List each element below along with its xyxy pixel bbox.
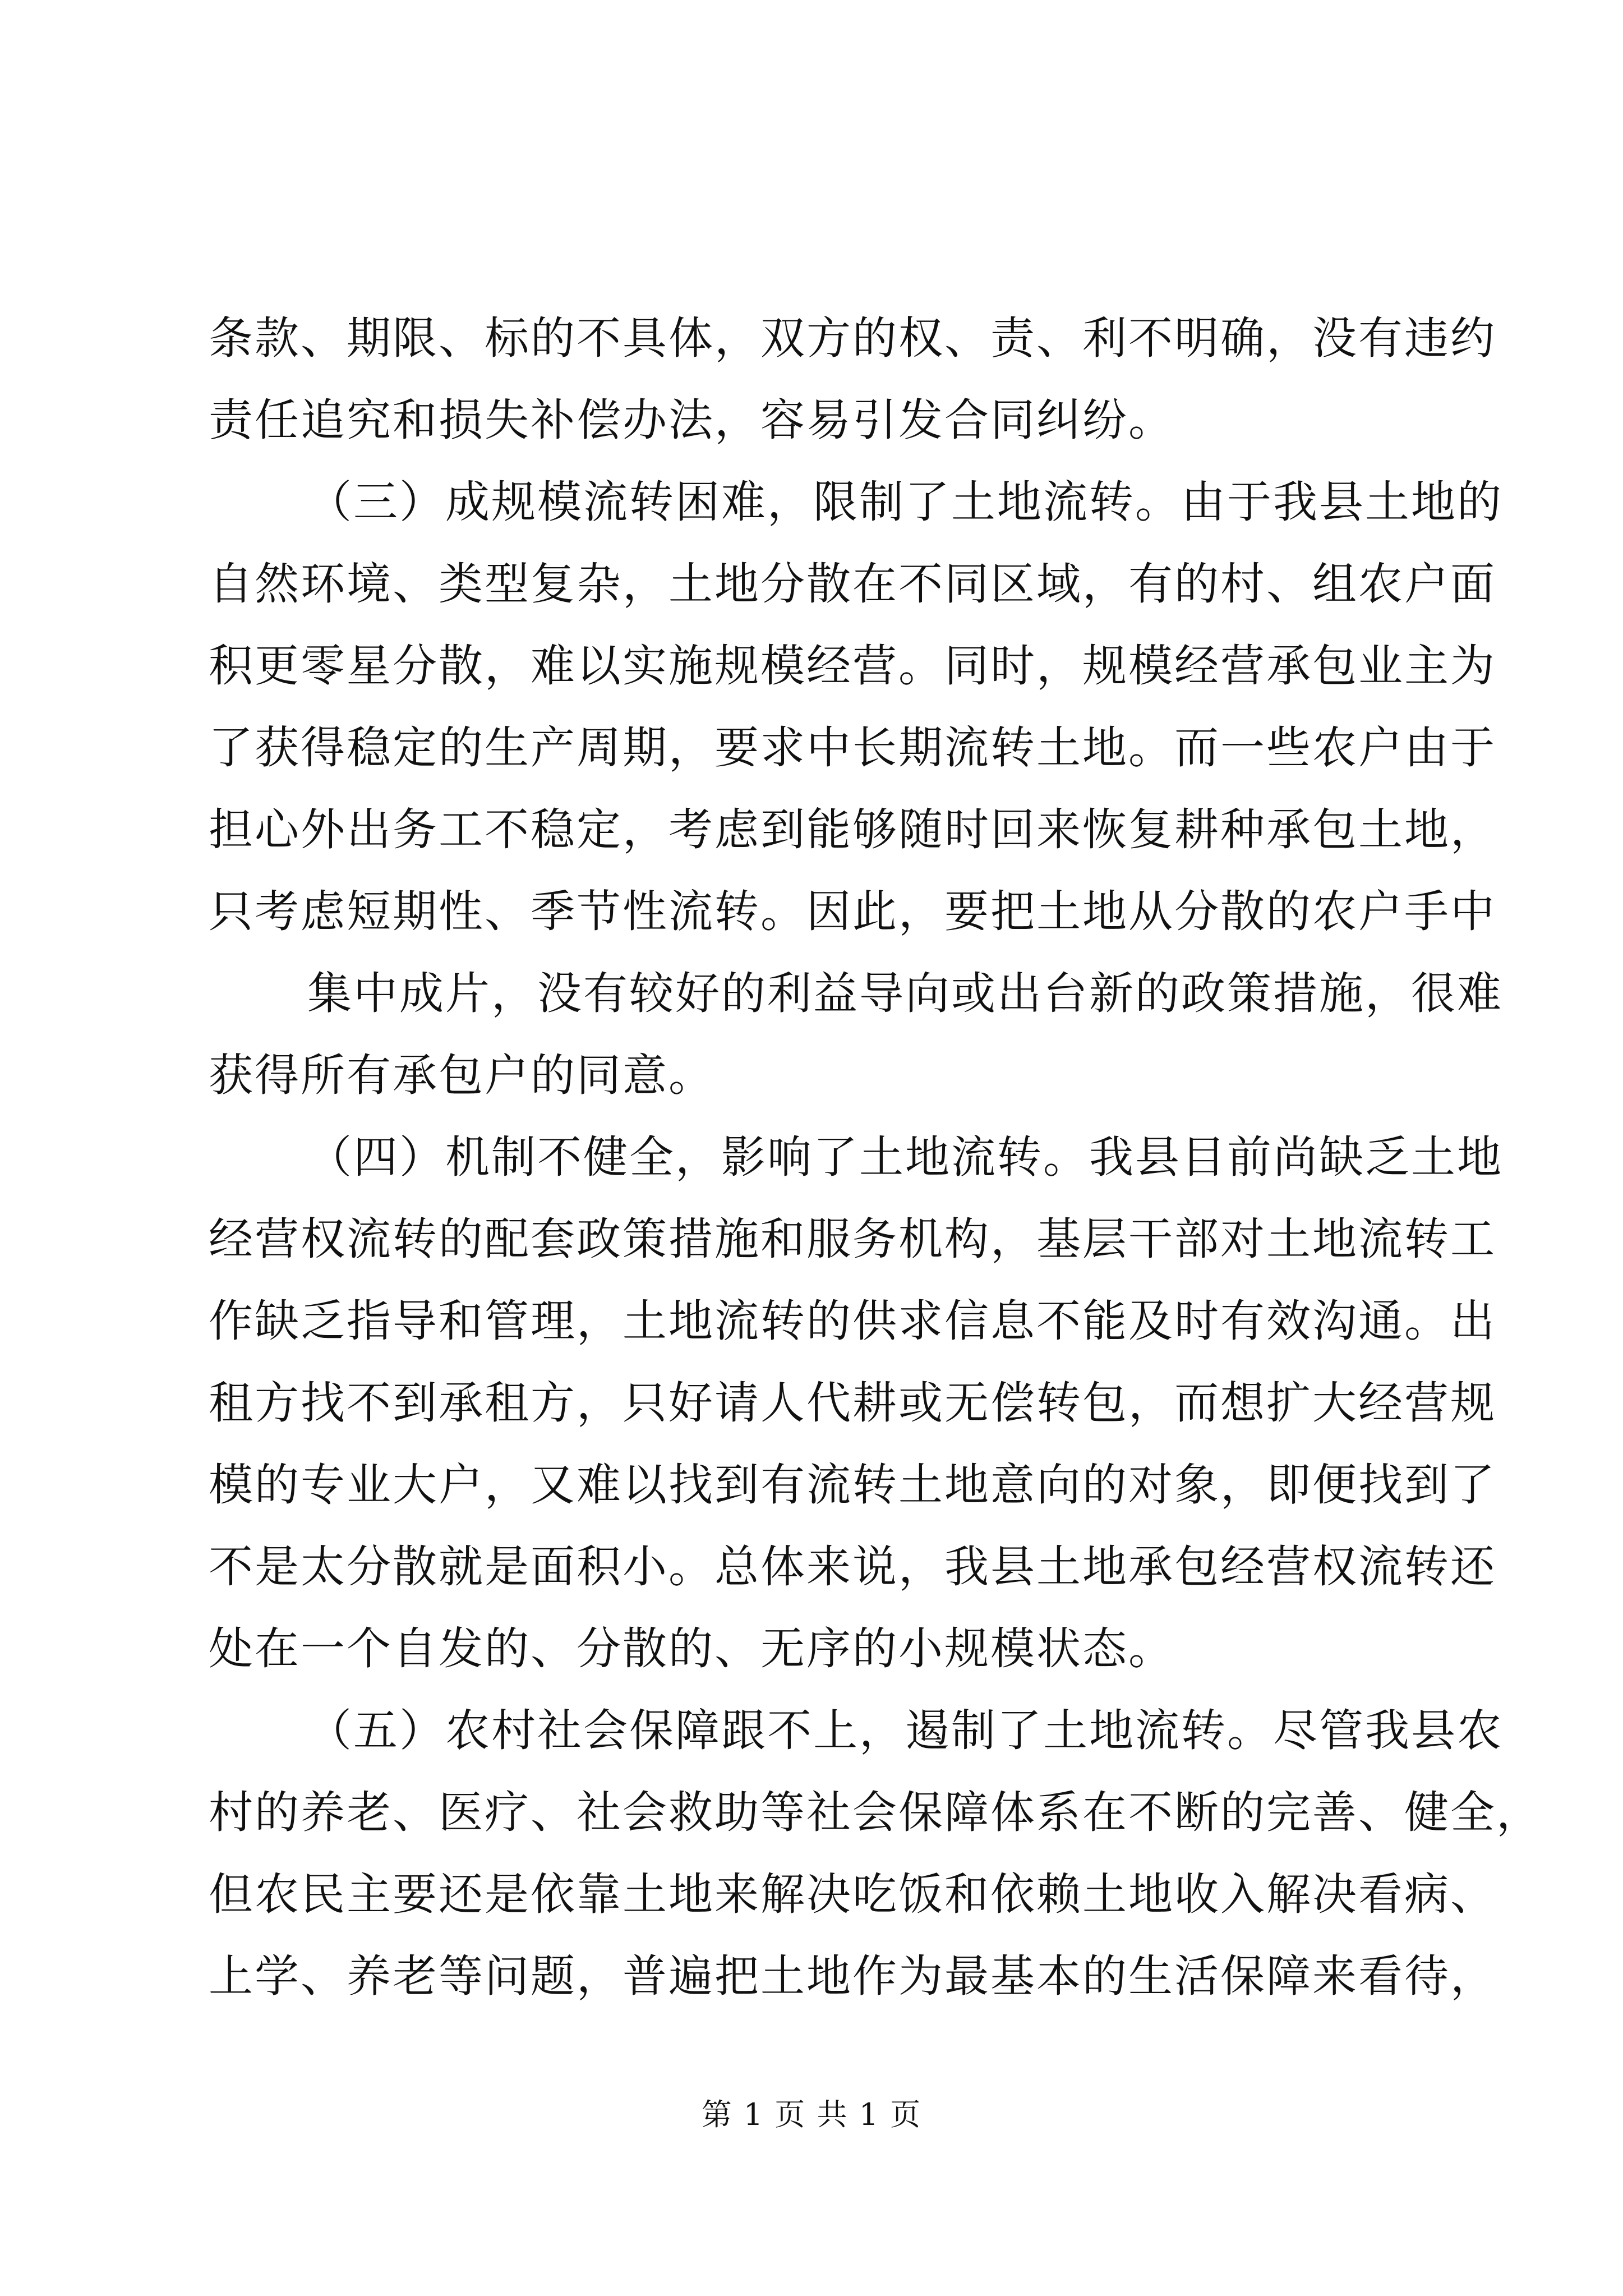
text-line-4: 自然环境、类型复杂，土地分散在不同区域，有的村、组农户面 xyxy=(209,558,1496,610)
text-line-2: 责任追究和损失补偿办法，容易引发合同纠纷。 xyxy=(209,394,1174,446)
text-line-10: 获得所有承包户的同意。 xyxy=(209,1050,714,1101)
page-footer: 第 1 页 共 1 页 xyxy=(701,2097,922,2132)
text-line-16: 不是太分散就是面积小。总体来说，我县土地承包经营权流转还 xyxy=(209,1541,1496,1593)
section-heading-four: （四）机制不健全，影响了土地流转。我县目前尚缺乏土地 xyxy=(307,1131,1503,1183)
section-heading-three: （三）成规模流转困难，限制了土地流转。由于我县土地的 xyxy=(307,476,1503,528)
text-line-8: 只考虑短期性、季节性流转。因此，要把土地从分散的农户手中 xyxy=(209,886,1496,937)
text-line-13: 作缺乏指导和管理，土地流转的供求信息不能及时有效沟通。出 xyxy=(209,1295,1496,1347)
section-heading-five: （五）农村社会保障跟不上，遏制了土地流转。尽管我县农 xyxy=(307,1705,1503,1756)
text-line-7: 担心外出务工不稳定，考虑到能够随时回来恢复耕种承包土地， xyxy=(209,804,1496,855)
text-line-17: 处在一个自发的、分散的、无序的小规模状态。 xyxy=(209,1623,1174,1674)
text-line-1: 条款、期限、标的不具体，双方的权、责、利不明确，没有违约 xyxy=(209,312,1496,364)
text-line-12: 经营权流转的配套政策措施和服务机构，基层干部对土地流转工 xyxy=(209,1213,1496,1265)
text-line-6: 了获得稳定的生产周期，要求中长期流转土地。而一些农户由于 xyxy=(209,722,1496,774)
body-text xyxy=(209,297,1542,2017)
text-line-20: 但农民主要还是依靠土地来解决吃饭和依赖土地收入解决看病、 xyxy=(209,1869,1496,1920)
text-line-15: 模的专业大户，又难以找到有流转土地意向的对象，即便找到了 xyxy=(209,1459,1496,1511)
text-line-9: 集中成片，没有较好的利益导向或出台新的政策措施，很难 xyxy=(307,968,1503,1019)
text-line-19: 村的养老、医疗、社会救助等社会保障体系在不断的完善、健全， xyxy=(209,1787,1542,1838)
text-line-21: 上学、养老等问题，普遍把土地作为最基本的生活保障来看待， xyxy=(209,1950,1496,2002)
text-line-14: 租方找不到承租方，只好请人代耕或无偿转包，而想扩大经营规 xyxy=(209,1377,1496,1429)
text-line-5: 积更零星分散，难以实施规模经营。同时，规模经营承包业主为 xyxy=(209,640,1496,692)
